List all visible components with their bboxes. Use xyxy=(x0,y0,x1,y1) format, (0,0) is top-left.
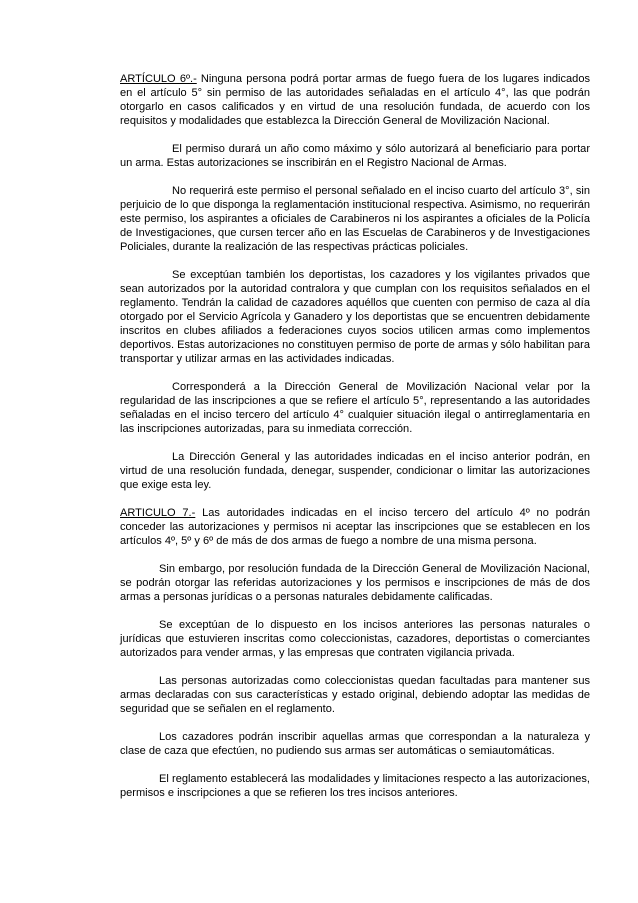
article-7-paragraph-1-text: Las autoridades indicadas en el inciso tercero del artículo 4º no podrán conceder las autorizaciones y permisos ni aceptar las inscripciones que se establecen en los artículos 4º, 5º y 6º de más de dos armas de fuego a nombre de una misma persona. xyxy=(120,507,590,547)
article-7-paragraph-3: Se exceptúan de lo dispuesto en los incisos anteriores las personas naturales o jurídicas que estuvieren inscritas como coleccionistas, cazadores, deportistas o comerciantes autorizados para vender armas, y las empresas que contraten vigilancia privada. xyxy=(120,619,590,659)
article-6-paragraph-1-text: Ninguna persona podrá portar armas de fuego fuera de los lugares indicados en el artículo 5° sin permiso de las autoridades señaladas en el artículo 4°, las que podrán otorgarlo en casos calificados y en virtud de una resolución fundada, de acuerdo con los requisitos y modalidades que establezca la Dirección General de Movilización Nacional. xyxy=(120,73,590,127)
document-page xyxy=(120,72,590,814)
article-6-paragraph-5: Corresponderá a la Dirección General de Movilización Nacional velar por la regularidad de las inscripciones a que se refiere el artículo 5°, representando a las autoridades señaladas en el inciso tercero del artículo 4° cualquier situación ilegal o antirreglamentaria en las inscripciones autorizadas, para su inmediata corrección. xyxy=(120,381,590,435)
article-6-paragraph-4: Se exceptúan también los deportistas, los cazadores y los vigilantes privados que sean autorizados por la autoridad contralora y que cumplan con los requisitos señalados en el reglamento. Tendrán la calidad de cazadores aquéllos que cuenten con permiso de caza al día otorgado por el Servicio Agrícola y Ganadero y los deportistas que se encuentren debidamente inscritos en clubes afiliados a federaciones cuyos socios utilicen armas como implementos deportivos. Estas autorizaciones no constituyen permiso de porte de armas y sólo habilitan para transportar y utilizar armas en las actividades indicadas. xyxy=(120,269,590,365)
article-6-paragraph-1 xyxy=(120,72,590,128)
article-6-heading: ARTÍCULO 6º.- xyxy=(120,73,197,85)
article-7-heading: ARTICULO 7.- xyxy=(120,507,196,519)
article-6-paragraph-2: El permiso durará un año como máximo y sólo autorizará al beneficiario para portar un arma. Estas autorizaciones se inscribirán en el Registro Nacional de Armas. xyxy=(120,143,590,169)
article-7-paragraph-4: Las personas autorizadas como coleccionistas quedan facultadas para mantener sus armas declaradas con sus características y estado original, debiendo adoptar las medidas de seguridad que se señalen en el reglamento. xyxy=(120,675,590,715)
article-6-paragraph-6: La Dirección General y las autoridades indicadas en el inciso anterior podrán, en virtud de una resolución fundada, denegar, suspender, condicionar o limitar las autorizaciones que exige esta ley. xyxy=(120,451,590,491)
article-6-paragraph-3: No requerirá este permiso el personal señalado en el inciso cuarto del artículo 3°, sin perjuicio de lo que disponga la reglamentación institucional respectiva. Asimismo, no requerirán este permiso, los aspirantes a oficiales de Carabineros ni los aspirantes a oficiales de la Policía de Investigaciones, que cursen tercer año en las Escuelas de Carabineros y de Investigaciones Policiales, durante la realización de las respectivas prácticas policiales. xyxy=(120,185,590,253)
article-7-paragraph-2: Sin embargo, por resolución fundada de la Dirección General de Movilización Nacional, se podrán otorgar las referidas autorizaciones y los permisos e inscripciones de más de dos armas a personas jurídicas o a personas naturales debidamente calificadas. xyxy=(120,563,590,603)
article-7-paragraph-1 xyxy=(120,506,590,548)
article-7-paragraph-5: Los cazadores podrán inscribir aquellas armas que correspondan a la naturaleza y clase de caza que efectúen, no pudiendo sus armas ser automáticas o semiautomáticas. xyxy=(120,731,590,757)
article-7-paragraph-6: El reglamento establecerá las modalidades y limitaciones respecto a las autorizaciones, permisos e inscripciones a que se refieren los tres incisos anteriores. xyxy=(120,773,590,799)
